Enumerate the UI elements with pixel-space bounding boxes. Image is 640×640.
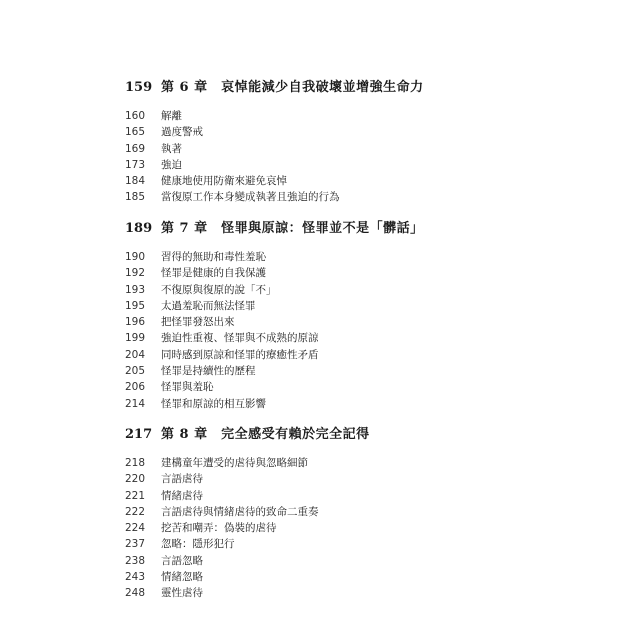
entry-title: 過度警戒 [161, 126, 203, 139]
entry-page-number: 173 [125, 158, 146, 171]
toc-entry [125, 173, 424, 189]
entry-page-number: 222 [125, 505, 146, 518]
toc-entry [125, 379, 424, 395]
entry-page-number: 196 [125, 316, 146, 329]
entry-page-number: 185 [125, 191, 146, 204]
entry-title: 挖苦和嘲弄：偽裝的虐待 [161, 522, 277, 535]
toc-entry [125, 488, 370, 504]
chapter-title: 第 8 章 完全感受有賴於完全記得 [161, 427, 370, 442]
chapter-6 [125, 76, 424, 206]
toc-entry [125, 536, 370, 552]
toc-entry [125, 347, 424, 363]
entry-page-number: 206 [125, 381, 146, 394]
entry-title: 健康地使用防衛來避免哀悼 [161, 175, 287, 188]
entry-title: 忽略：隱形犯行 [161, 538, 235, 551]
entry-title: 怪罪和原諒的相互影響 [161, 397, 266, 410]
entry-page-number: 165 [125, 126, 146, 139]
toc-entry [125, 471, 370, 487]
entry-title: 情緒忽略 [161, 571, 203, 584]
toc-entry [125, 265, 424, 281]
chapter-heading [125, 217, 424, 243]
entry-title: 強迫 [161, 158, 182, 171]
entry-title: 同時感到原諒和怪罪的療癒性矛盾 [161, 348, 319, 361]
entry-list [125, 108, 424, 206]
chapter-title: 第 7 章 怪罪與原諒：怪罪並不是「髒話」 [161, 221, 424, 236]
entry-page-number: 190 [125, 251, 146, 263]
entry-title: 怪罪是持續性的歷程 [161, 365, 256, 378]
entry-title: 執著 [161, 142, 182, 155]
toc-entry [125, 585, 370, 601]
entry-page-number: 248 [125, 587, 146, 600]
entry-title: 言語虐待與情緒虐待的致命二重奏 [161, 505, 319, 518]
entry-list [125, 249, 424, 412]
toc-entry [125, 157, 424, 173]
entry-page-number: 218 [125, 457, 146, 469]
toc-entry [125, 124, 424, 140]
chapter-page-number: 189 [125, 221, 153, 236]
chapter-7 [125, 217, 424, 412]
entry-list [125, 455, 370, 602]
chapter-heading [125, 76, 424, 102]
toc-entry [125, 396, 424, 412]
chapter-page-number: 159 [125, 80, 153, 95]
toc-entry [125, 455, 370, 471]
chapter-title: 第 6 章 哀悼能減少自我破壞並增強生命力 [161, 80, 424, 95]
entry-page-number: 193 [125, 283, 146, 296]
chapter-page-number: 217 [125, 427, 153, 442]
toc-entry [125, 141, 424, 157]
toc-entry [125, 330, 424, 346]
entry-page-number: 204 [125, 348, 146, 361]
entry-title: 言語虐待 [161, 473, 203, 486]
entry-page-number: 160 [125, 110, 146, 122]
toc-entry [125, 108, 424, 124]
entry-page-number: 243 [125, 571, 146, 584]
toc-entry [125, 553, 370, 569]
entry-page-number: 195 [125, 299, 146, 312]
chapter-heading [125, 423, 370, 449]
chapter-8 [125, 423, 370, 602]
entry-title: 怪罪是健康的自我保護 [161, 267, 266, 280]
entry-title: 解離 [161, 110, 182, 122]
toc-entry [125, 282, 424, 298]
entry-title: 不復原與復原的說「不」 [161, 283, 277, 296]
toc-entry [125, 569, 370, 585]
entry-title: 建構童年遭受的虐待與忽略細節 [161, 457, 308, 469]
toc-entry [125, 189, 424, 205]
entry-title: 言語忽略 [161, 554, 203, 567]
entry-page-number: 221 [125, 489, 146, 502]
entry-title: 習得的無助和毒性羞恥 [161, 251, 266, 263]
entry-page-number: 205 [125, 365, 146, 378]
entry-title: 強迫性重複、怪罪與不成熟的原諒 [161, 332, 319, 345]
entry-page-number: 169 [125, 142, 146, 155]
toc-entry [125, 249, 424, 265]
toc-entry [125, 298, 424, 314]
entry-page-number: 220 [125, 473, 146, 486]
entry-page-number: 237 [125, 538, 146, 551]
entry-page-number: 184 [125, 175, 146, 188]
entry-title: 當復原工作本身變成執著且強迫的行為 [161, 191, 340, 204]
entry-page-number: 192 [125, 267, 146, 280]
entry-title: 怪罪與羞恥 [161, 381, 214, 394]
toc-entry [125, 314, 424, 330]
toc-entry [125, 504, 370, 520]
entry-title: 情緒虐待 [161, 489, 203, 502]
toc-entry [125, 363, 424, 379]
entry-title: 太過羞恥而無法怪罪 [161, 299, 256, 312]
entry-title: 把怪罪發怒出來 [161, 316, 235, 329]
toc-entry [125, 520, 370, 536]
entry-page-number: 224 [125, 522, 146, 535]
entry-page-number: 214 [125, 397, 146, 410]
entry-title: 靈性虐待 [161, 587, 203, 600]
entry-page-number: 199 [125, 332, 146, 345]
entry-page-number: 238 [125, 554, 146, 567]
